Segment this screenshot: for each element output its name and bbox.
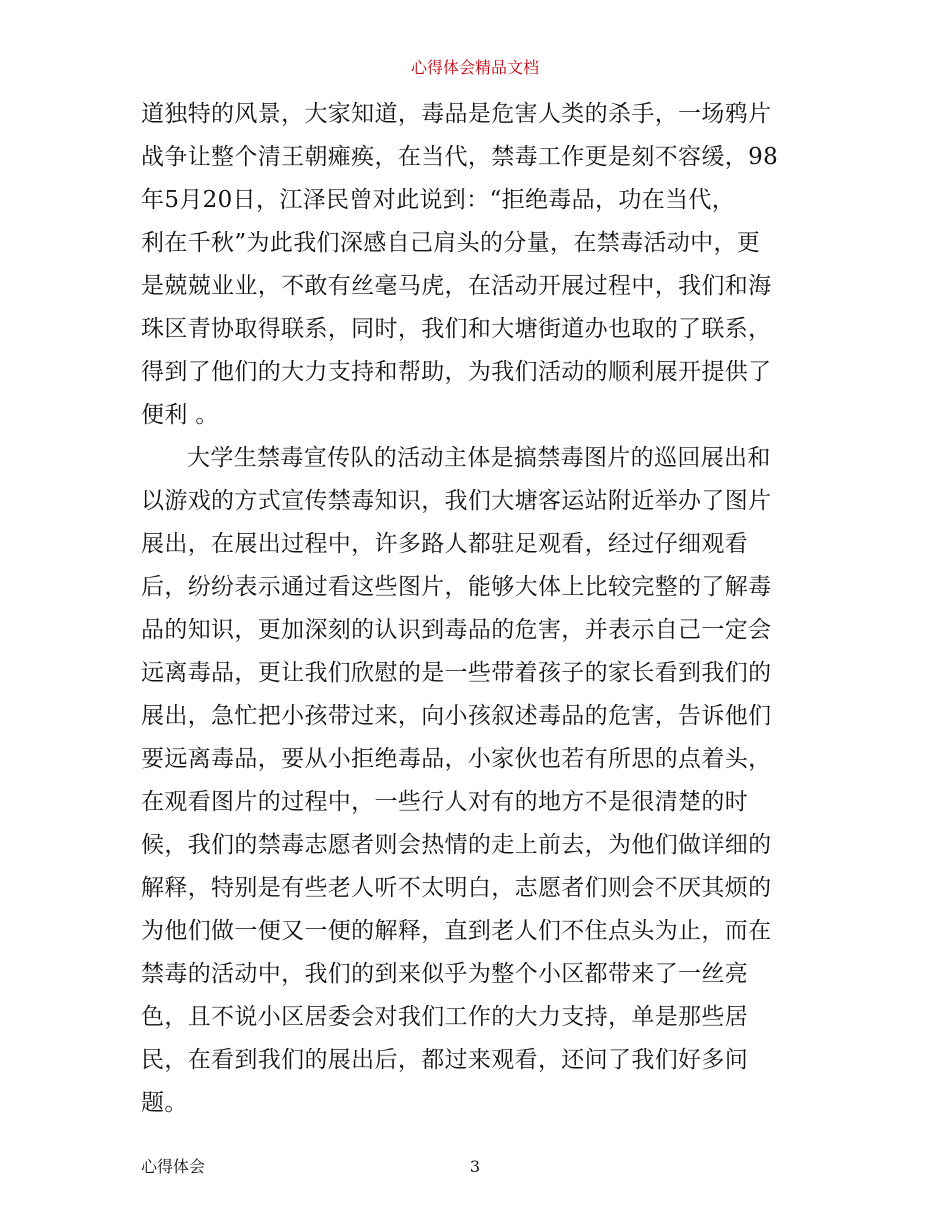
text-line: 要远离毒品，要从小拒绝毒品，小家伙也若有所思的点着头， (141, 746, 772, 772)
text-line: 在观看图片的过程中，一些行人对有的地方不是很清楚的时 (141, 789, 749, 815)
text-line: 得到了他们的大力支持和帮助，为我们活动的顺利展开提供了 (141, 359, 772, 385)
text-line: 禁毒的活动中，我们的到来似乎为整个小区都带来了一丝亮 (141, 961, 749, 987)
text-line: 解释，特别是有些老人听不太明白，志愿者们则会不厌其烦的 (141, 875, 772, 901)
text-line: 珠区青协取得联系，同时，我们和大塘街道办也取的了联系， (141, 316, 772, 342)
page-number: 3 (469, 1157, 481, 1176)
page-header: 心得体会精品文档 (410, 58, 539, 77)
text-line: 大学生禁毒宣传队的活动主体是搞禁毒图片的巡回展出和 (187, 445, 771, 471)
text-line: 民，在看到我们的展出后，都过来观看，还问了我们好多问 (141, 1047, 749, 1073)
text-line: 年5月20日，江泽民曾对此说到：“拒绝毒品，功在当代， (141, 187, 736, 213)
text-line: 题。 (141, 1090, 188, 1116)
text-line: 以游戏的方式宣传禁毒知识，我们大塘客运站附近举办了图片 (141, 488, 772, 514)
paragraph-1 (141, 93, 813, 437)
text-line: 便利 。 (141, 402, 219, 428)
text-line: 是兢兢业业，不敢有丝毫马虎，在活动开展过程中，我们和海 (141, 273, 772, 299)
text-line: 品的知识，更加深刻的认识到毒品的危害，并表示自己一定会 (141, 617, 772, 643)
text-line: 展出，急忙把小孩带过来，向小孩叙述毒品的危害，告诉他们 (141, 703, 772, 729)
text-line: 展出，在展出过程中，许多路人都驻足观看，经过仔细观看 (141, 531, 749, 557)
text-line: 道独特的风景，大家知道，毒品是危害人类的杀手，一场鸦片 (141, 101, 772, 127)
footer-label: 心得体会 (141, 1157, 206, 1176)
text-line: 利在千秋”为此我们深感自己肩头的分量，在禁毒活动中，更 (141, 230, 761, 256)
document-body (141, 93, 813, 1125)
text-line: 为他们做一便又一便的解释，直到老人们不住点头为止，而在 (141, 918, 772, 944)
text-line: 远离毒品，更让我们欣慰的是一些带着孩子的家长看到我们的 (141, 660, 772, 686)
text-line: 战争让整个清王朝瘫痪，在当代，禁毒工作更是刻不容缓，98 (141, 144, 779, 170)
paragraph-2 (141, 437, 813, 1125)
text-line: 色，且不说小区居委会对我们工作的大力支持，单是那些居 (141, 1004, 749, 1030)
text-line: 后，纷纷表示通过看这些图片，能够大体上比较完整的了解毒 (141, 574, 772, 600)
text-line: 候，我们的禁毒志愿者则会热情的走上前去，为他们做详细的 (141, 832, 772, 858)
